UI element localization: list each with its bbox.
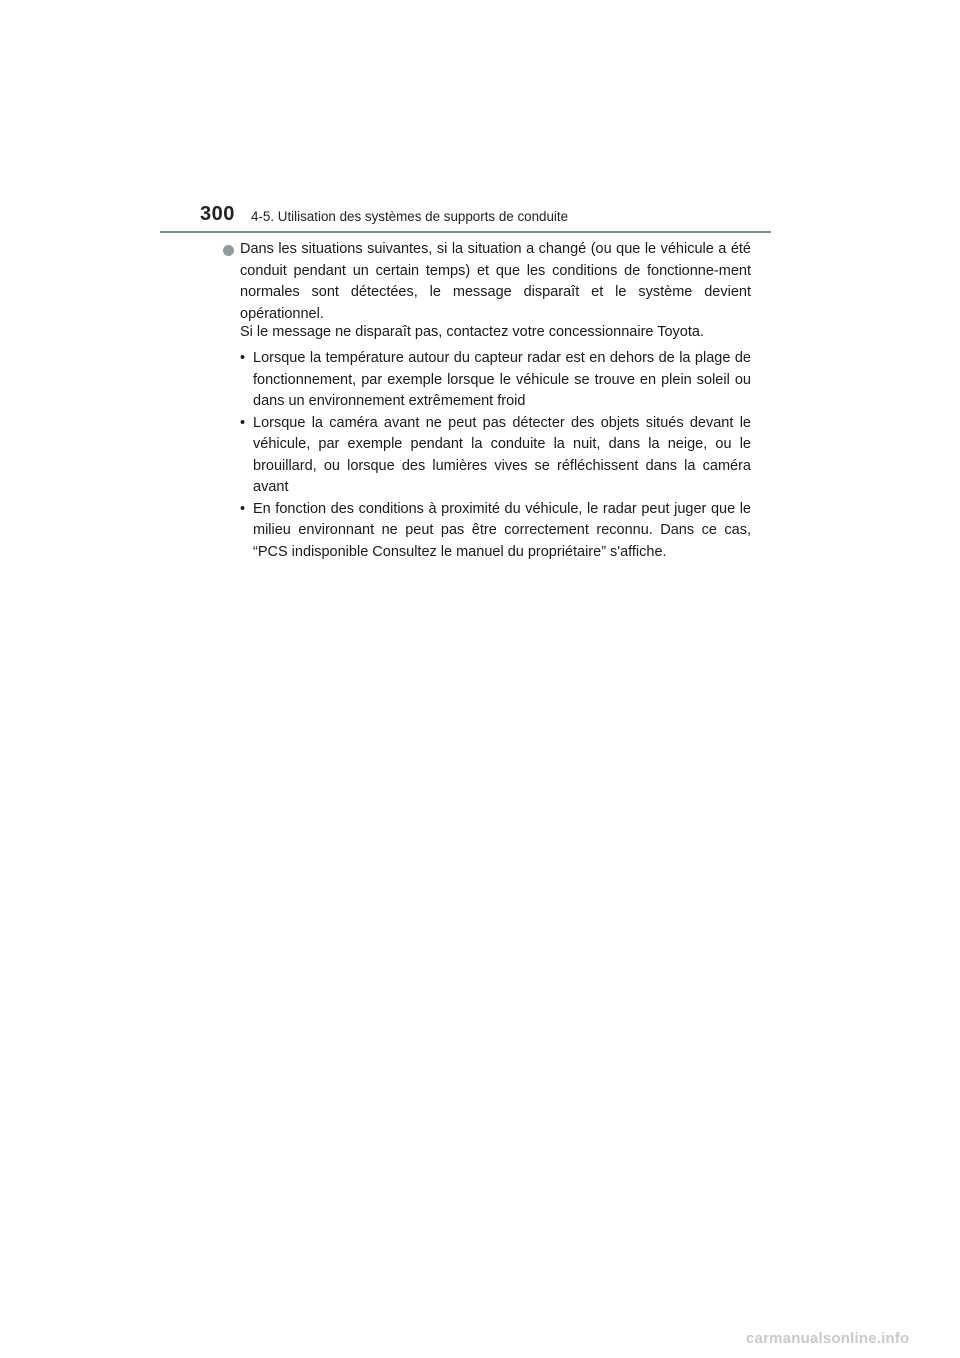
list-item [240, 499, 751, 564]
section-title: 4-5. Utilisation des systèmes de supports de conduite [251, 209, 569, 224]
list-item-text: En fonction des conditions à proximité du véhicule, le radar peut juger que le milieu environnant ne peut pas être correctement reconnu. Dans ce cas, “PCS indisponible Consultez le manuel du propriétaire” s'affiche. [253, 500, 751, 560]
main-paragraph: Dans les situations suivantes, si la situation a changé (ou que le véhicule a été conduit pendant un certain temps) et que les conditions de fonctionne-ment normales sont détectées, le message disparaît et le système devient opérationnel. [240, 241, 751, 322]
list-bullet-icon: • [240, 500, 246, 517]
conditions-list [240, 348, 751, 563]
list-item-text: Lorsque la température autour du capteur radar est en dehors de la plage de fonctionnement, par exemple lorsque le véhicule se trouve en plein soleil ou dans un environnement extrêmement froid [253, 350, 751, 409]
list-bullet-icon: • [240, 350, 246, 366]
list-item [240, 413, 751, 499]
dealer-contact-paragraph: Si le message ne disparaît pas, contactez votre concessionnaire Toyota. [240, 324, 704, 340]
bullet-circle-icon [223, 245, 234, 256]
list-item-text: Lorsque la caméra avant ne peut pas détecter des objets situés devant le véhicule, par exemple pendant la conduite la nuit, dans la neige, ou le brouillard, ou lorsque des lumières vives se réfléchissent dans la caméra avant [253, 414, 751, 495]
list-item [240, 348, 751, 413]
header-divider [160, 231, 771, 233]
watermark: carmanualsonline.info [746, 1330, 910, 1347]
list-bullet-icon: • [240, 414, 246, 431]
page-number: 300 [200, 203, 235, 225]
